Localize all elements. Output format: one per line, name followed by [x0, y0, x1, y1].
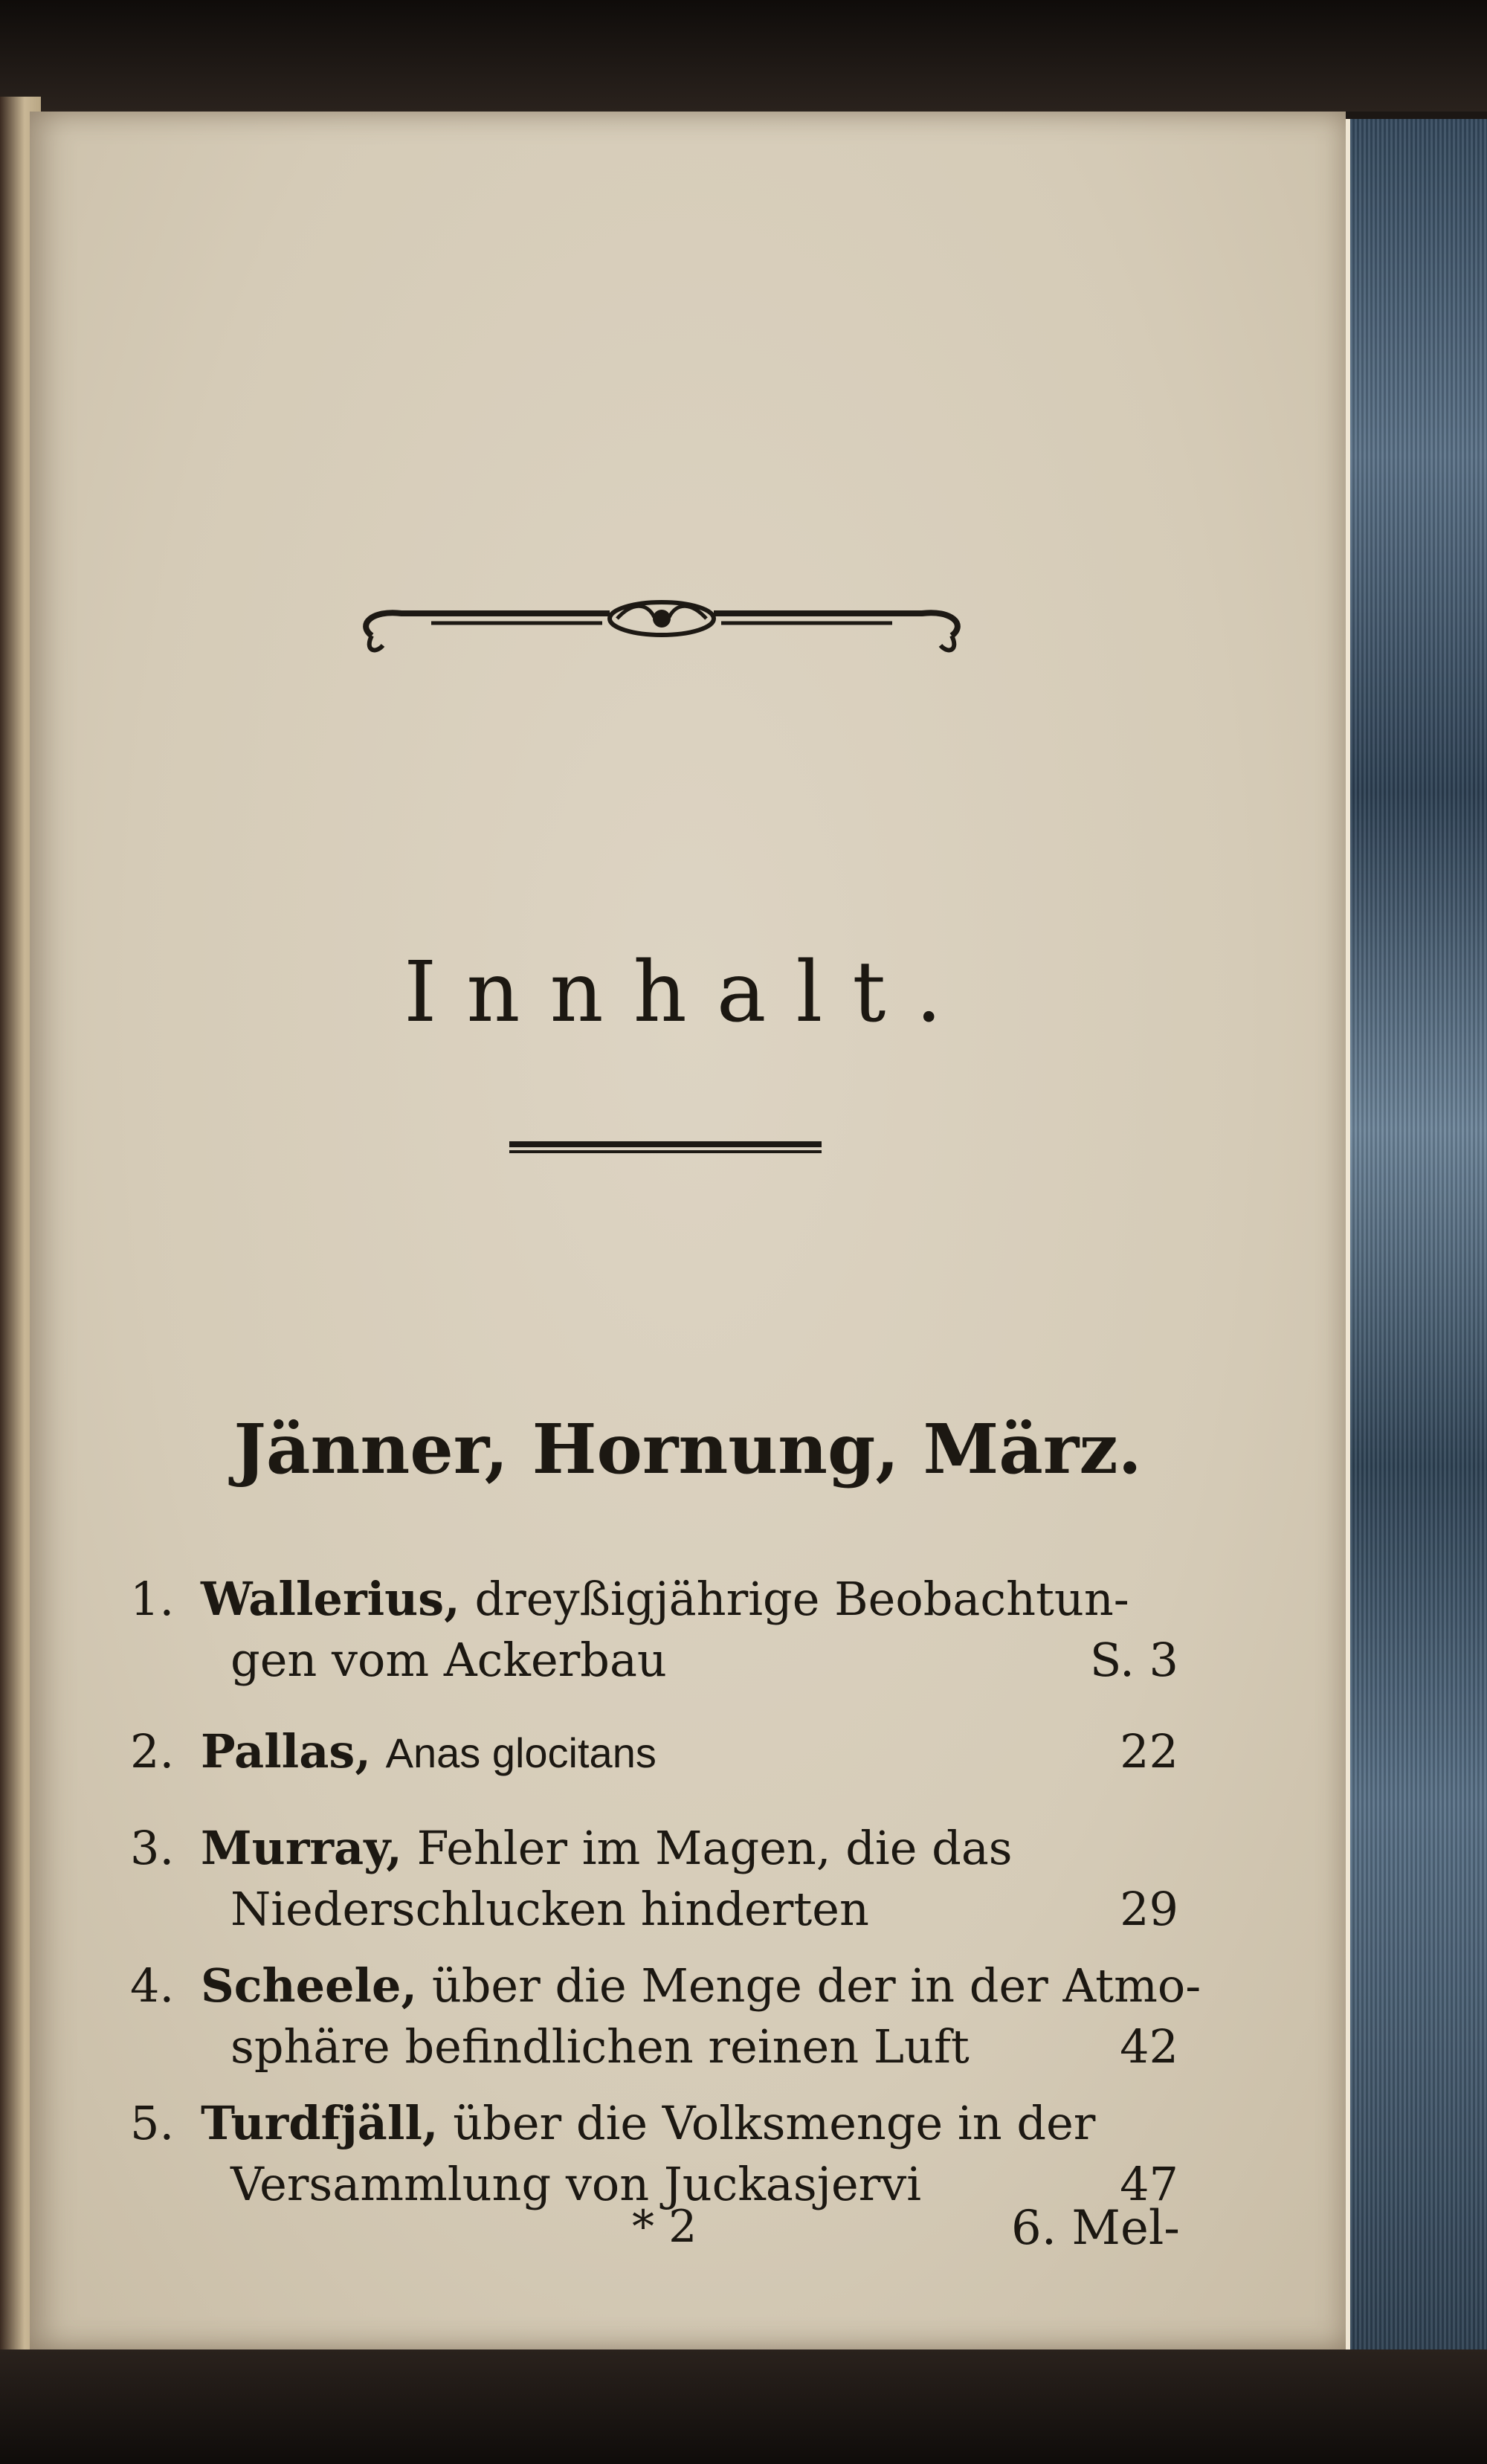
ornament-icon — [342, 580, 981, 662]
entry-page: 42 — [1120, 2019, 1178, 2074]
entry-author: Murray, — [201, 1821, 402, 1875]
entry-number: 3. — [130, 1821, 175, 1875]
entry-line-2: Versammlung von Juckasjervi — [230, 2157, 922, 2211]
entry-number: 5. — [130, 2096, 175, 2150]
entry-title: Anas glocitans — [385, 1729, 657, 1776]
page-fore-edge — [1346, 119, 1487, 2364]
entry-page: 29 — [1120, 1882, 1178, 1936]
entry-line-2: gen vom Ackerbau — [230, 1633, 667, 1687]
entry-line-2: sphäre befindlichen reinen Luft — [230, 2019, 970, 2074]
entry-author: Scheele, — [201, 1958, 418, 2013]
entry-title: Fehler im Magen, die das — [416, 1821, 1013, 1875]
entry-line-1 — [201, 1955, 1201, 2016]
entry-number: 1. — [130, 1572, 175, 1626]
entry-page: 47 — [1120, 2157, 1178, 2211]
entry-author: Wallerius, — [201, 1572, 460, 1626]
book-page — [30, 112, 1346, 2349]
title-rule — [509, 1141, 822, 1153]
top-shadow — [0, 0, 1487, 112]
entry-title: dreyßigjährige Beobachtun- — [474, 1572, 1129, 1626]
entry-line-1 — [201, 2093, 1095, 2154]
section-heading: Jänner, Hornung, März. — [233, 1409, 1142, 1489]
entry-author: Pallas, — [201, 1724, 371, 1778]
entry-title: über die Volksmenge in der — [453, 2096, 1096, 2150]
signature-mark: * 2 — [632, 2201, 697, 2253]
entry-title: über die Menge der in der Atmo- — [431, 1958, 1201, 2013]
entry-line-1 — [201, 1569, 1129, 1630]
entry-page: S. 3 — [1089, 1633, 1178, 1687]
bottom-shadow — [0, 2349, 1487, 2464]
catchword: 6. Mel- — [1011, 2201, 1180, 2256]
entry-number: 4. — [130, 1958, 175, 2013]
entry-page: 22 — [1120, 1724, 1178, 1778]
entry-line-2: Niederschlucken hinderten — [230, 1882, 869, 1936]
entry-line-1 — [201, 1721, 657, 1784]
entry-line-1 — [201, 1818, 1013, 1879]
entry-number: 2. — [130, 1724, 175, 1778]
page-title: Innhalt. — [404, 944, 972, 1041]
entry-author: Turdfjäll, — [201, 2096, 439, 2150]
